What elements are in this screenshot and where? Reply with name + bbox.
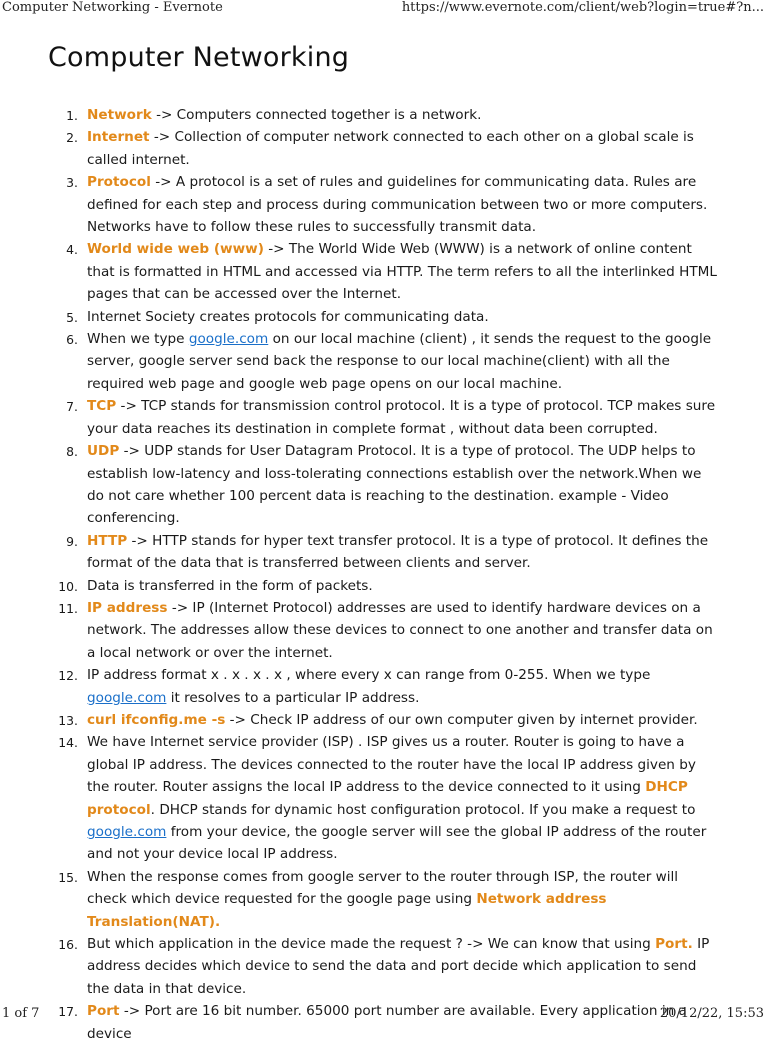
list-item-text: -> Collection of computer network connected to each other on a global scale is called internet. [87,129,694,168]
print-header [0,0,768,18]
google-link[interactable]: google.com [87,689,167,706]
list-item-text: . DHCP stands for dynamic host configuration protocol. If you make a request to [150,801,696,818]
highlighted-term: curl ifconfig.me -s [87,711,226,728]
list-item [0,328,768,395]
highlighted-term: Network address Translation(NAT). [87,891,607,930]
highlighted-term: UDP [87,443,120,460]
page-counter: 1 of 7 [2,1006,40,1021]
list-item [0,664,768,709]
list-item-text: When the response comes from google server to the router through ISP, the router will check which device requested for the google page using [87,868,679,908]
list-item-text: -> Check IP address of our own computer given by internet provider. [225,711,698,728]
list-item-text: -> A protocol is a set of rules and guidelines for communicating data. Rules are defined for each step and process during communication between two or more computers. Networks have to follow these rules to successfully transmit data. [87,174,708,236]
highlighted-term: Network [87,107,152,123]
list-item-text: -> HTTP stands for hyper text transfer protocol. It is a type of protocol. It defines the format of the data that is transferred between clients and server. [87,532,709,572]
list-item [0,933,768,1000]
list-item-text: from your device, the google server will see the global IP address of the router and not your device local IP address. [87,824,707,863]
list-item-text: -> IP (Internet Protocol) addresses are used to identify hardware devices on a network. The addresses allow these devices to connect to one another and transfer data on a local network or over the internet. [87,599,713,661]
list-item-text: -> The World Wide Web (WWW) is a network of online content that is formatted in HTML and accessed via HTTP. The term refers to all the interlinked HTML pages that can be accessed over the Internet. [87,241,717,303]
list-item-number: 4. [66,242,78,258]
list-item-number: 9. [66,533,78,549]
list-item-text: IP address decides which device to send the data and port decide which application to send the data in that device. [87,936,710,997]
note-title: Computer Networking [48,42,350,73]
print-header-url: https://www.evernote.com/client/web?login=true#?n... [401,0,764,15]
highlighted-term: TCP [87,398,117,415]
list-item-number: 7. [66,399,78,415]
list-item [0,306,768,328]
list-item-number: 6. [66,332,78,348]
note-list [0,104,768,1045]
google-link[interactable]: google.com [87,824,167,840]
list-item [0,597,768,664]
list-item [0,530,768,575]
list-item-text: -> Port are 16 bit number. 65000 port number are available. Every application in a device [87,1003,687,1042]
list-item [0,866,768,933]
list-item-text: -> Computers connected together is a network. [151,107,482,123]
list-item-number: 16. [58,937,78,953]
list-item-text: When we type [87,331,189,348]
list-item [0,575,768,597]
list-item-number: 3. [66,175,78,191]
list-item-number: 10. [58,578,78,594]
list-item-text: IP address format x . x . x . x , where every x can range from 0-255. When we type [87,667,651,684]
list-item-number: 1. [66,108,78,123]
list-item [0,731,768,865]
list-item [0,126,768,171]
list-item-text: We have Internet service provider (ISP) . ISP gives us a router. Router is going to have a global IP address. The devices connected to the router have the local IP address given by the router. Router assigns the local IP address to the device connected to it using [87,734,696,796]
list-item-number: 8. [66,444,78,460]
print-timestamp: 20/12/22, 15:53 [659,1006,764,1021]
print-header-title: Computer Networking - Evernote [2,0,223,15]
list-item-number: 11. [58,600,78,616]
highlighted-term: World wide web (www) [87,241,264,258]
print-footer [0,1004,768,1024]
list-item [0,709,768,731]
highlighted-term: Port. [655,936,693,953]
list-item-text: Data is transferred in the form of packets. [87,577,373,594]
list-item-number: 13. [58,712,78,728]
list-item-number: 17. [58,1004,78,1020]
list-item-text: on our local machine (client) , it sends the request to the google server, google server send back the response to our local machine(client) with all the required web page and google web page opens on our local machine. [87,331,712,392]
highlighted-term: Port [87,1003,120,1020]
list-item-text: -> TCP stands for transmission control protocol. It is a type of protocol. TCP makes sure your data reaches its destination in complete format , without data been corrupted. [87,398,716,437]
list-item [0,395,768,440]
list-item-number: 15. [58,869,78,885]
list-item-number: 5. [66,309,78,325]
list-item-text: it resolves to a particular IP address. [166,689,420,706]
list-item-text: But which application in the device made the request ? -> We can know that using [87,936,656,953]
list-item [0,171,768,238]
list-item [0,104,768,126]
highlighted-term: Protocol [87,174,151,191]
list-item-number: 2. [66,130,78,146]
list-item-text: -> UDP stands for User Datagram Protocol. It is a type of protocol. The UDP helps to establish low-latency and loss-tolerating connections establish over the network.When we do not care whether 100 percent data is reaching to the destination. example - Video conferencing. [87,443,702,527]
highlighted-term: IP address [87,599,168,616]
google-link[interactable]: google.com [188,331,269,348]
list-item-text: Internet Society creates protocols for communicating data. [87,308,489,325]
highlighted-term: HTTP [87,532,128,549]
list-item [0,440,768,530]
highlighted-term: DHCP protocol [87,779,688,818]
list-item-number: 12. [58,668,78,684]
list-item-number: 14. [58,735,78,751]
list-item [0,238,768,305]
highlighted-term: Internet [87,129,150,146]
